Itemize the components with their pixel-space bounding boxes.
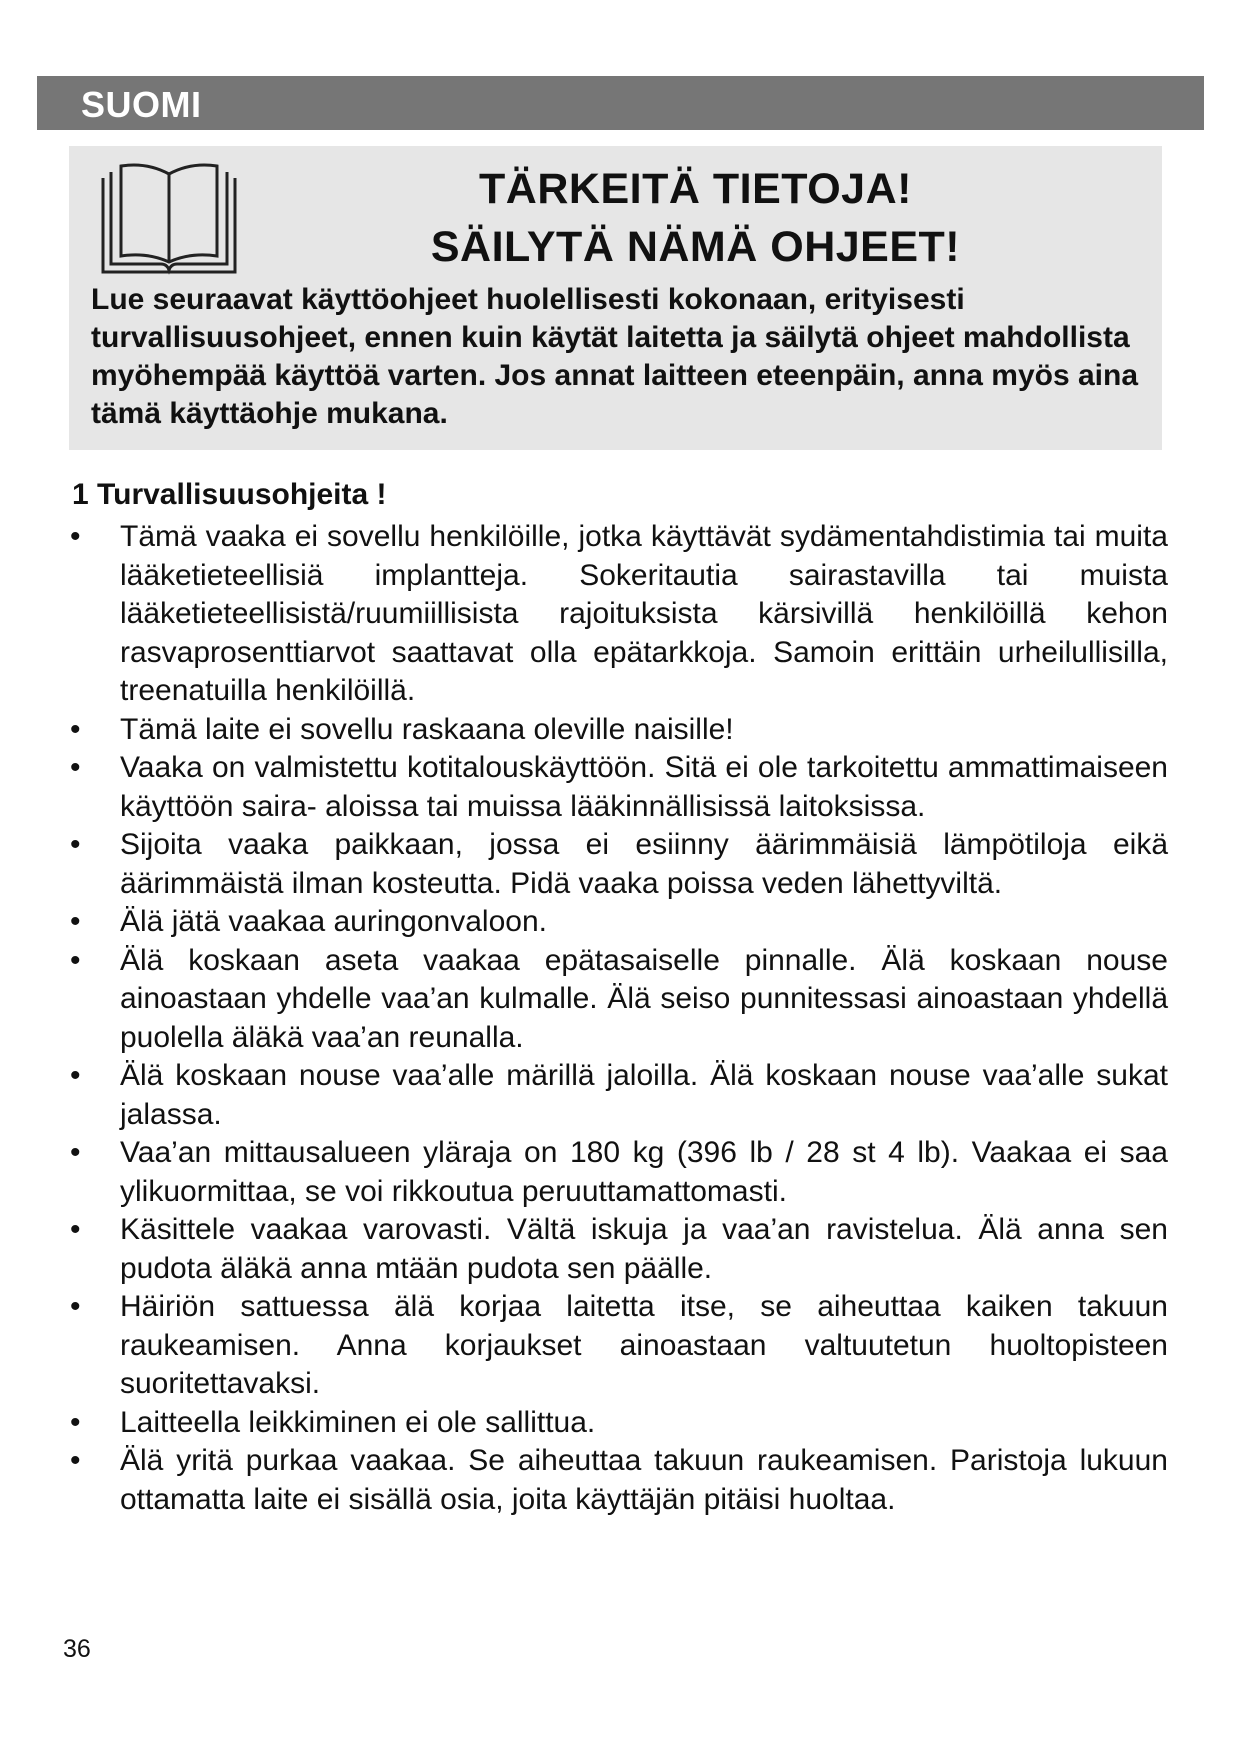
language-header-bar — [37, 76, 1204, 130]
notice-title-line1: TÄRKEITÄ TIETOJA! — [479, 165, 912, 213]
list-item: • Älä yritä purkaa vaakaa. Se aiheuttaa takuun raukeamisen. Paristoja lukuun ottamatta laite ei sisällä osia, joita käyttäjän pitäisi huoltaa. — [70, 1444, 1168, 1516]
language-label: SUOMI — [81, 84, 202, 125]
list-item: • Älä jätä vaakaa auringonvaloon. — [60, 903, 1168, 942]
bullet-icon: • — [70, 905, 81, 938]
section-heading: 1 Turvallisuusohjeita ! — [72, 478, 387, 511]
open-book-icon — [99, 158, 239, 276]
bullet-icon: • — [70, 751, 81, 784]
list-item: • Älä koskaan nouse vaa’alle märillä jaloilla. Älä koskaan nouse vaa’alle sukat jalassa. — [70, 1059, 1168, 1131]
important-notice-box — [69, 146, 1162, 450]
bullet-icon: • — [70, 712, 81, 746]
list-item: • Tämä vaaka ei sovellu henkilöille, jotka käyttävät sydämentahdistimia tai muita lääketieteellisiä implantteja. Sokeritautia sairastavilla tai muista lääketieteellisistä/ruumiillisista rajoituksista kärsivillä henkilöillä kehon rasvaprosenttiarvot saattavat olla epätarkkoja. Samoin erittäin urheilullisilla, treenatuilla henkilöillä. — [70, 520, 1168, 707]
bullet-icon: • — [70, 1405, 81, 1439]
bullet-icon: • — [70, 943, 81, 977]
bullet-icon: • — [70, 1136, 81, 1169]
bullet-icon: • — [70, 520, 81, 553]
bullet-icon: • — [70, 1059, 81, 1092]
safety-instructions-list — [60, 518, 1168, 1519]
list-item: • Tämä laite ei sovellu raskaana oleville naisille! — [60, 711, 1168, 750]
list-item: • Älä koskaan aseta vaakaa epätasaiselle pinnalle. Älä koskaan nouse ainoastaan yhdelle vaa’an kulmalle. Älä seiso punnitessasi ainoastaan yhdellä puolella äläkä vaa’an reunalla. — [70, 943, 1168, 1054]
list-item: • Käsittele vaakaa varovasti. Vältä iskuja ja vaa’an ravistelua. Älä anna sen pudota äläkä anna mtään pudota sen päälle. — [70, 1213, 1168, 1285]
list-item: • Häiriön sattuessa älä korjaa laitetta itse, se aiheuttaa kaiken takuun raukeamisen. Anna korjaukset ainoastaan valtuutetun huoltopisteen suoritettavaksi. — [70, 1290, 1168, 1400]
bullet-icon: • — [70, 1290, 81, 1323]
bullet-icon: • — [70, 828, 81, 861]
list-item: • Laitteella leikkiminen ei ole sallittua. — [60, 1404, 1168, 1443]
notice-body-text: Lue seuraavat käyttöohjeet huolellisesti kokonaan, erityisesti turvallisuusohjeet, ennen kuin käytät laitetta ja säilytä ohjeet mahdollista myöhempää käyttöä varten. Jos annat laitteen eteenpäin, anna myös aina tämä käyttäohje mukana. — [91, 283, 1139, 430]
bullet-icon: • — [70, 1444, 81, 1477]
page-number: 36 — [63, 1635, 91, 1663]
list-item: • Vaa’an mittausalueen yläraja on 180 kg (396 lb / 28 st 4 lb). Vaakaa ei saa ylikuormittaa, se voi rikkoutua peruuttamattomasti. — [70, 1136, 1168, 1208]
notice-title-line2: SÄILYTÄ NÄMÄ OHJEET! — [430, 223, 961, 271]
list-item: • Vaaka on valmistettu kotitalouskäyttöön. Sitä ei ole tarkoitettu ammattimaiseen käyttöön saira- aloissa tai muissa lääkinnällisissä laitoksissa. — [70, 751, 1168, 823]
list-item: • Sijoita vaaka paikkaan, jossa ei esiinny äärimmäisiä lämpötiloja eikä äärimmäistä ilman kosteutta. Pidä vaaka poissa veden lähettyviltä. — [70, 828, 1168, 900]
bullet-icon: • — [70, 1213, 81, 1246]
